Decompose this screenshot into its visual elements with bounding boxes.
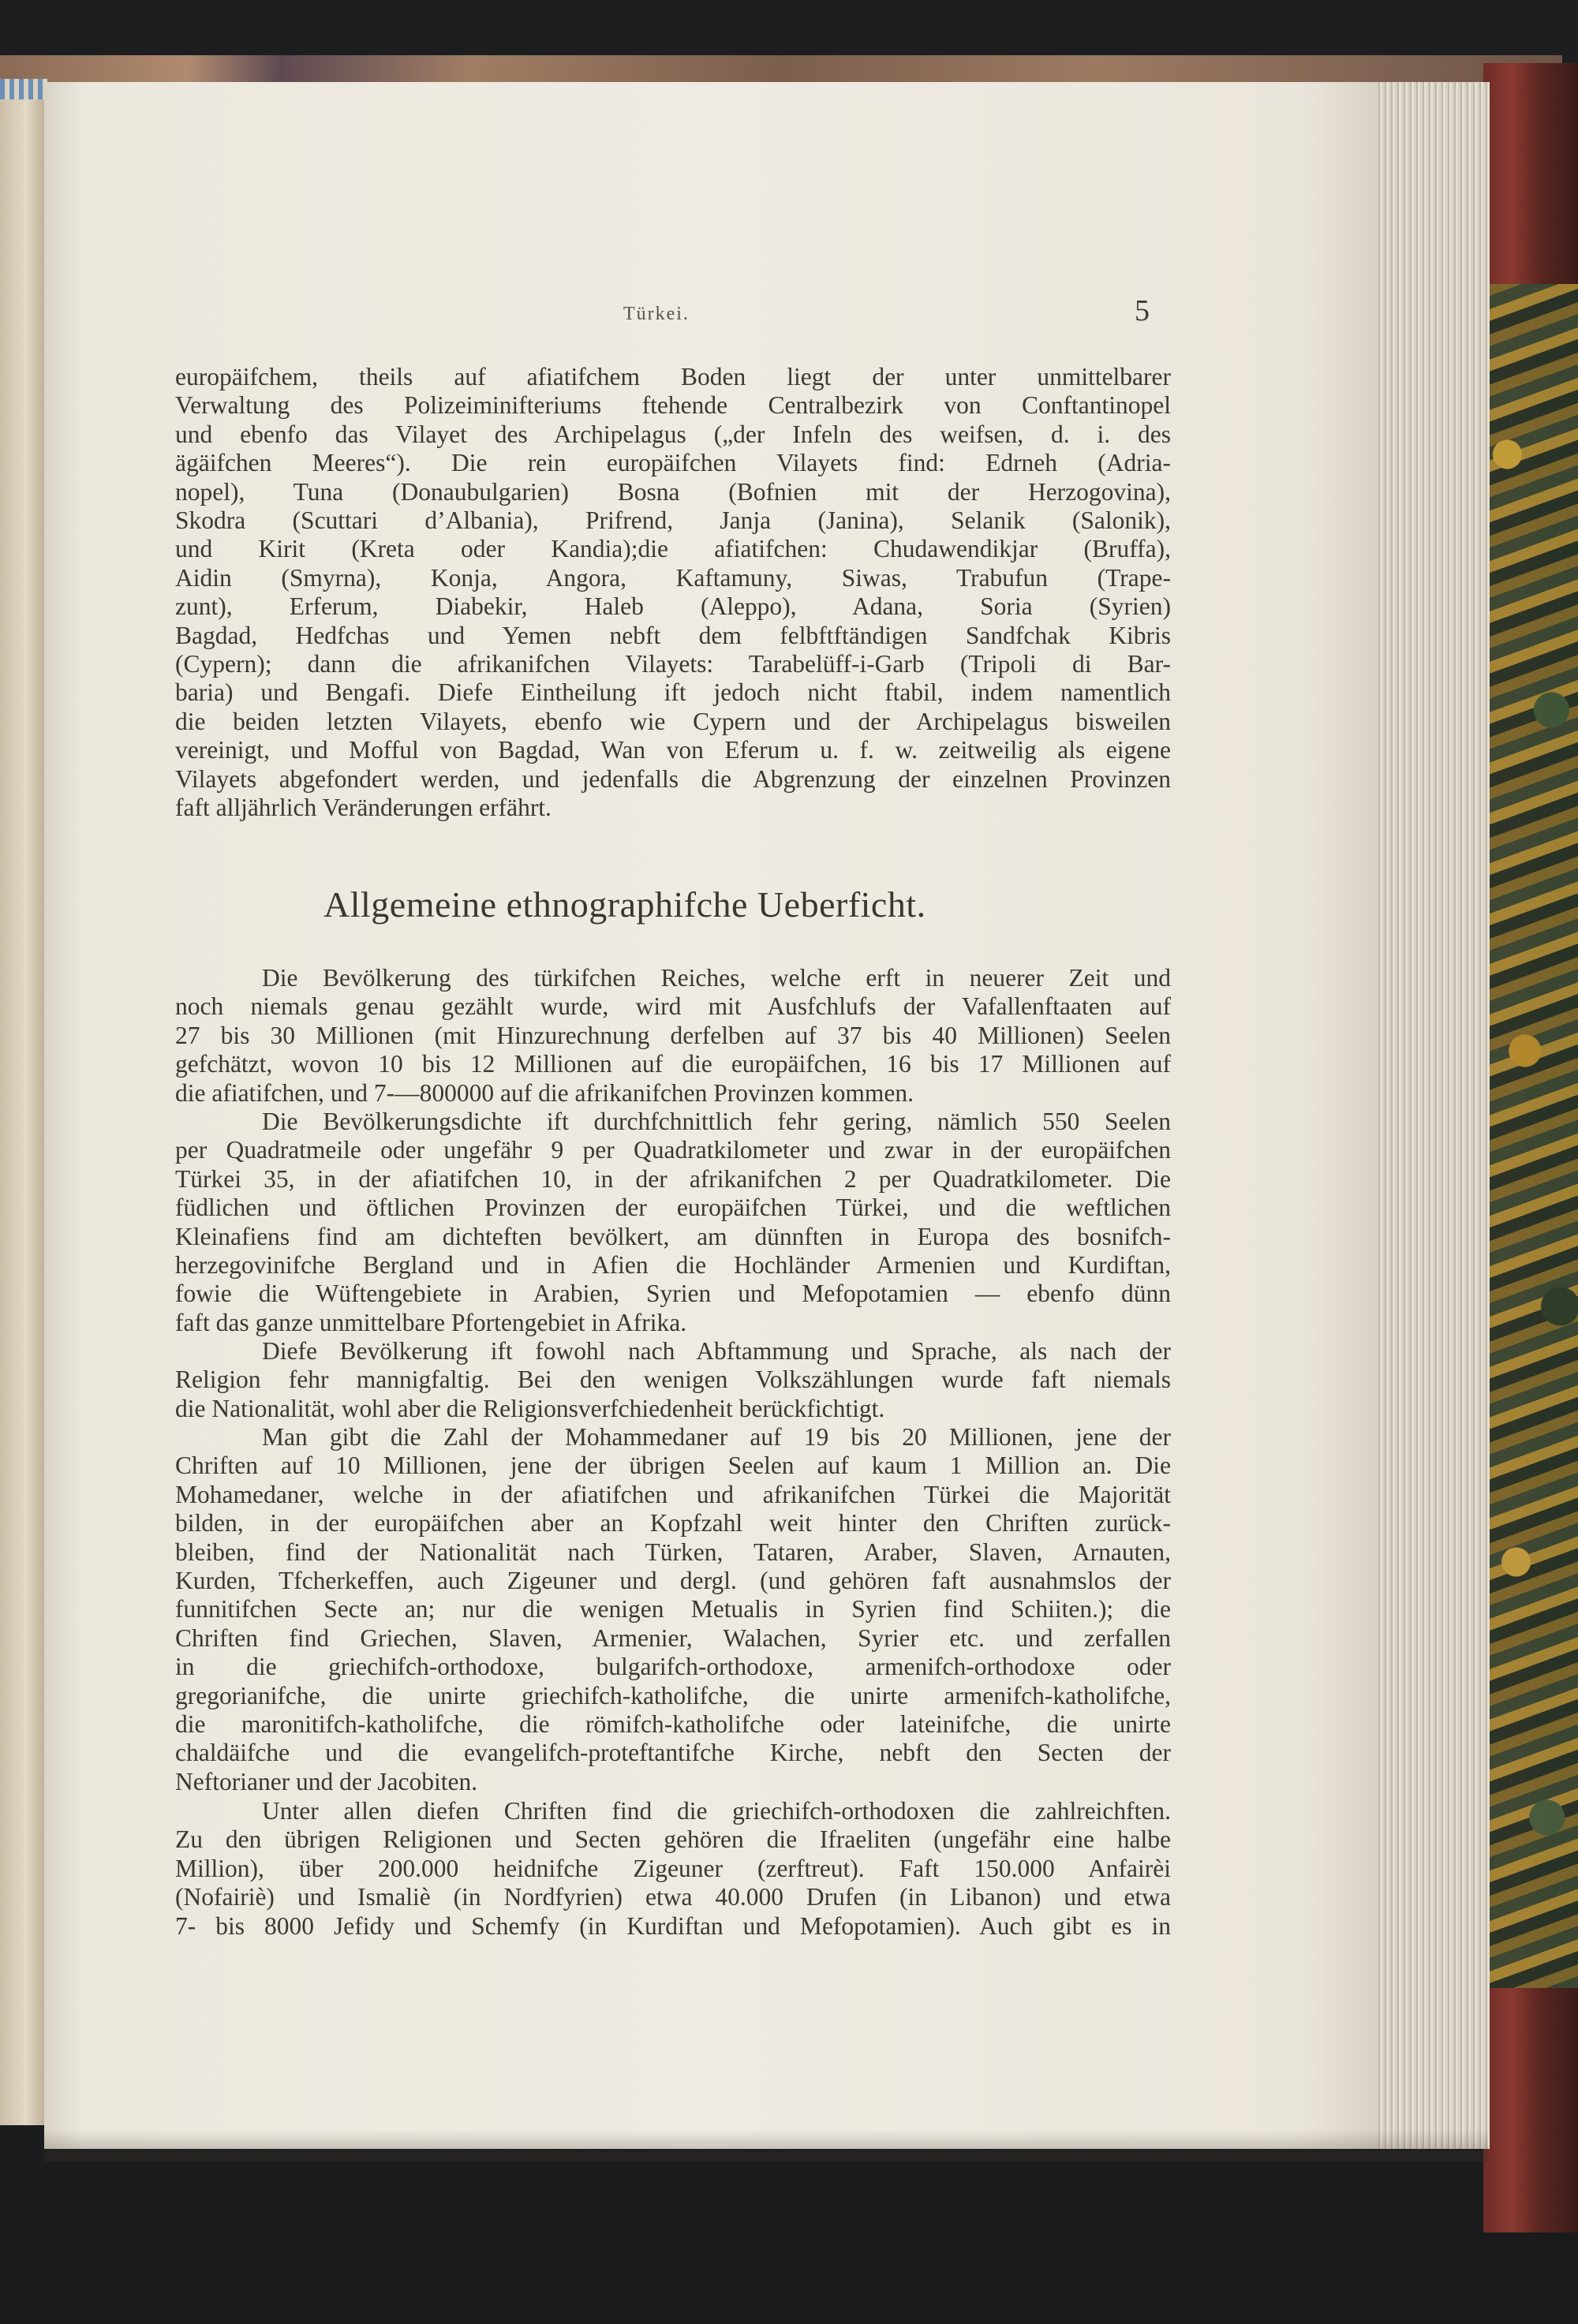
paragraph-1 — [175, 363, 1171, 823]
text-line: (Cypern); dann die afrikanifchen Vilayets: Tarabelüff-i-Garb (Tripoli di Bar- — [175, 650, 1171, 678]
text-line: gefchätzt, wovon 10 bis 12 Millionen auf die europäifchen, 16 bis 17 Millionen auf — [175, 1050, 1171, 1078]
text-line: funnitifchen Secte an; nur die wenigen Metualis in Syrien find Schiiten.); die — [175, 1595, 1171, 1623]
text-line: herzegovinifche Bergland und in Afien die Hochländer Armenien und Kurdiftan, — [175, 1251, 1171, 1280]
text-line: 27 bis 30 Millionen (mit Hinzurechnung derfelben auf 37 bis 40 Millionen) Seelen — [175, 1021, 1171, 1049]
text-line: Verwaltung des Polizeiminifteriums ftehende Centralbezirk von Conftantinopel — [175, 391, 1171, 420]
page-number: 5 — [1135, 294, 1150, 327]
text-line: die afiatifchen, und 7-—800000 auf die afrikanifchen Provinzen kommen. — [175, 1078, 914, 1107]
text-line: gregorianifche, die unirte griechifch-katholifche, die unirte armenifch-katholifche, — [175, 1681, 1171, 1709]
page-edges-stack — [1363, 82, 1490, 2149]
text-line: europäifchem, theils auf afiatifchem Boden liegt der unter unmittelbarer — [175, 363, 1171, 390]
text-line: Man gibt die Zahl der Mohammedaner auf 19 bis 20 Millionen, jene der — [262, 1423, 1171, 1451]
paragraph-6 — [175, 1797, 1171, 1941]
text-line: und ebenfo das Vilayet des Archipelagus („der Infeln des weifsen, d. i. des — [175, 420, 1171, 448]
paragraph-4 — [175, 1337, 1171, 1423]
text-line: fowie die Wüftengebiete in Arabien, Syrien und Mefopotamien — ebenfo dünn — [175, 1280, 1171, 1308]
text-line: in die griechifch-orthodoxe, bulgarifch-orthodoxe, armenifch-orthodoxe oder — [175, 1653, 1171, 1681]
text-line: Kurden, Tfcherkeffen, auch Zigeuner und dergl. (und gehören faft ausnahmslos der — [175, 1567, 1171, 1595]
text-line: zunt), Erferum, Diabekir, Haleb (Aleppo), Adana, Soria (Syrien) — [175, 592, 1171, 621]
text-line: Türkei 35, in der afiatifchen 10, in der afrikanifchen 2 per Quadratkilometer. Die — [175, 1164, 1171, 1193]
text-line: füdlichen und öftlichen Provinzen der europäifchen Türkei, und die weftlichen — [175, 1194, 1171, 1222]
page-bottom-shadow — [44, 2130, 1488, 2161]
text-line: Bagdad, Hedfchas und Yemen nebft dem felbftftändigen Sandfchak Kibris — [175, 621, 1171, 649]
paragraph-2 — [175, 964, 1171, 1108]
text-line: Mohamedaner, welche in der afiatifchen und afrikanifchen Türkei die Majorität — [175, 1480, 1171, 1508]
text-line: ägäifchen Meeres“). Die rein europäifchen Vilayets find: Edrneh (Adria- — [175, 449, 1171, 477]
text-line: nopel), Tuna (Donaubulgarien) Bosna (Bofnien mit der Herzogovina), — [175, 477, 1171, 506]
text-line: Million), über 200.000 heidnifche Zigeuner (zerftreut). Faft 150.000 Anfairèi — [175, 1854, 1171, 1882]
text-line: baria) und Bengafi. Diefe Eintheilung ift jedoch nicht ftabil, indem namentlich — [175, 678, 1171, 707]
text-line: bleiben, find der Nationalität nach Türken, Tataren, Araber, Slaven, Arnauten, — [175, 1538, 1171, 1566]
section-title: Allgemeine ethnographifche Ueberficht. — [323, 884, 926, 925]
text-line: Unter allen diefen Chriften find die griechifch-orthodoxen die zahlreichften. — [262, 1797, 1171, 1825]
marbled-cover-paper — [1490, 284, 1578, 1988]
text-line: per Quadratmeile oder ungefähr 9 per Quadratkilometer und zwar in der europäifchen — [175, 1136, 1171, 1164]
text-line: Die Bevölkerungsdichte ift durchfchnittlich fehr gering, nämlich 550 Seelen — [262, 1108, 1171, 1135]
text-line: noch niemals genau gezählt wurde, wird mit Ausfchlufs der Vafallenftaaten auf — [175, 992, 1171, 1021]
text-line: Vilayets abgefondert werden, und jedenfalls die Abgrenzung der einzelnen Provinzen — [175, 764, 1171, 793]
background-bottom — [0, 2232, 1578, 2324]
text-line: vereinigt, und Mofful von Bagdad, Wan von Eferum u. f. w. zeitweilig als eigene — [175, 736, 1171, 764]
text-line: Neftorianer und der Jacobiten. — [175, 1767, 478, 1795]
text-line: die maronitifch-katholifche, die römifch-katholifche oder lateinifche, die unirte — [175, 1710, 1171, 1739]
text-line: die Nationalität, wohl aber die Religionsverfchiedenheit berückfichtigt. — [175, 1394, 885, 1422]
text-line: Diefe Bevölkerung ift fowohl nach Abftammung und Sprache, als nach der — [262, 1337, 1171, 1365]
text-line: und Kirit (Kreta oder Kandia);die afiatifchen: Chudawendikjar (Bruffa), — [175, 535, 1171, 563]
text-line: Die Bevölkerung des türkifchen Reiches, welche erft in neuerer Zeit und — [262, 964, 1171, 992]
text-line: faft alljährlich Veränderungen erfährt. — [175, 794, 552, 822]
text-line: Religion fehr mannigfaltig. Bei den wenigen Volkszählungen wurde faft niemals — [175, 1366, 1171, 1394]
running-head: Türkei. — [623, 304, 690, 324]
paragraph-3 — [175, 1108, 1171, 1337]
text-line: Skodra (Scuttari d’Albania), Prifrend, Janja (Janina), Selanik (Salonik), — [175, 506, 1171, 535]
text-line: 7- bis 8000 Jefidy und Schemfy (in Kurdiftan und Mefopotamien). Auch gibt es in — [175, 1911, 1171, 1940]
text-line: Kleinafiens find am dichteften bevölkert, am dünnften in Europa des bosnifch- — [175, 1222, 1171, 1250]
facing-page-left — [0, 82, 47, 2125]
text-line: chaldäifche und die evangelifch-proteftantifche Kirche, nebft den Secten der — [175, 1739, 1171, 1767]
text-line: Aidin (Smyrna), Konja, Angora, Kaftamuny, Siwas, Trabufun (Trape- — [175, 563, 1171, 592]
text-line: die beiden letzten Vilayets, ebenfo wie Cypern und der Archipelagus bisweilen — [175, 707, 1171, 735]
book-spine-top-edge — [0, 55, 1562, 84]
text-line: Zu den übrigen Religionen und Secten gehören die Ifraeliten (ungefähr eine halbe — [175, 1825, 1171, 1854]
text-line: bilden, in der europäifchen aber an Kopfzahl weit hinter den Chriften zurück- — [175, 1509, 1171, 1538]
text-line: (Nofairiè) und Ismaliè (in Nordfyrien) etwa 40.000 Drufen (in Libanon) und etwa — [175, 1883, 1171, 1911]
background-top — [0, 0, 1578, 63]
text-line: Chriften find Griechen, Slaven, Armenier, Walachen, Syrier etc. und zerfallen — [175, 1623, 1171, 1652]
text-line: Chriften auf 10 Millionen, jene der übrigen Seelen auf kaum 1 Million an. Die — [175, 1452, 1171, 1480]
paragraph-5 — [175, 1423, 1171, 1796]
text-line: faft das ganze unmittelbare Pfortengebiet in Afrika. — [175, 1308, 687, 1336]
bookmark-ribbon — [0, 79, 47, 99]
